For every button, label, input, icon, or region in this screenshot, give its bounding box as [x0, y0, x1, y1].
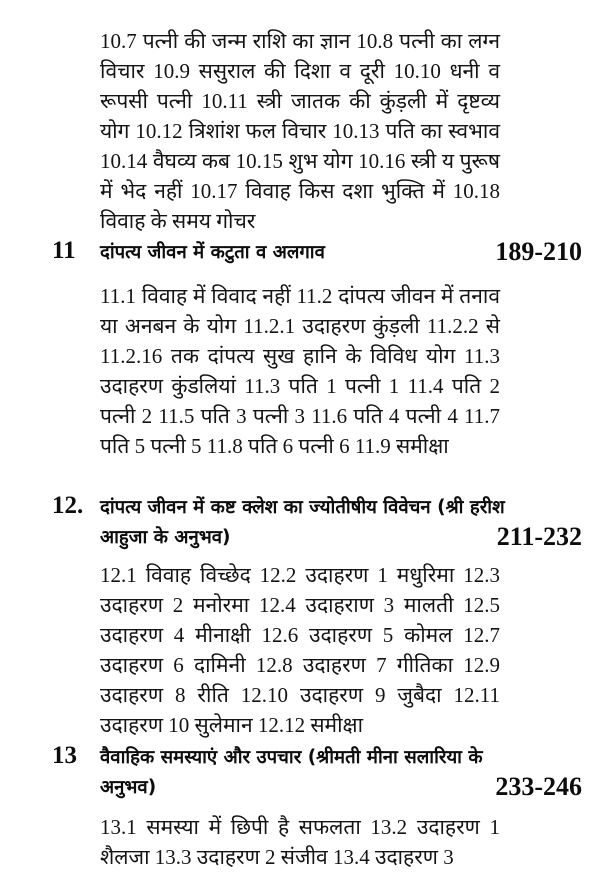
chapter-11-pages: 189-210 [495, 237, 582, 266]
chapter-10-continuation-text: 10.7 पत्नी की जन्म राशि का ज्ञान 10.8 पत्नी का लग्न विचार 10.9 ससुराल की दिशा व दूरी 10.10 धनी व रूपसी पत्नी 10.11 स्त्री जातक की कुंड़ली में दृष्टव्य योग 10.12 त्रिशांश फल विचार 10.13 पति का स्वभाव 10.14 वैघव्य कब 10.15 शुभ योग 10.16 स्त्री य पुरूष में भेद नहीं 10.17 विवाह किस दशा भुक्ति में 10.18 विवाह के समय गोचर [100, 29, 500, 233]
chapter-11-number: 11 [52, 237, 76, 264]
chapter-11-title: दांपत्य जीवन में कटुता व अलगाव [100, 242, 325, 263]
chapter-12-pages: 211-232 [496, 522, 582, 551]
chapter-13-pages: 233-246 [495, 772, 582, 801]
chapter-13-title: वैवाहिक समस्याएं और उपचार (श्रीमती मीना सलारिया के अनुभव) [100, 747, 483, 798]
chapter-11-heading [52, 237, 582, 269]
chapter-11-contents: 11.1 विवाह में विवाद नहीं 11.2 दांपत्य जीवन में तनाव या अनबन के योग 11.2.1 उदाहरण कुंड़ली 11.2.2 से 11.2.16 तक दांपत्य सुख हानि के विविध योग 11.3 उदाहरण कुंडलियां 11.3 पति 1 पत्नी 1 11.4 पति 2 पत्नी 2 11.5 पति 3 पत्नी 3 11.6 पति 4 पत्नी 4 11.7 पति 5 पत्नी 5 11.8 पति 6 पत्नी 6 11.9 समीक्षा [100, 284, 500, 458]
chapter-13-contents: 13.1 समस्या में छिपी है सफलता 13.2 उदाहरण 1 शैलजा 13.3 उदाहरण 2 संजीव 13.4 उदाहरण 3 [100, 815, 500, 869]
chapter-12-heading [52, 492, 582, 554]
chapter-13-number: 13 [52, 742, 77, 769]
chapter-13-heading [52, 742, 582, 804]
chapter-12-number: 12. [52, 492, 84, 519]
chapter-12-contents: 12.1 विवाह विच्छेद 12.2 उदाहरण 1 मधुरिमा 12.3 उदाहरण 2 मनोरमा 12.4 उदाहराण 3 मालती 12.5 उदाहरण 4 मीनाक्षी 12.6 उदाहरण 5 कोमल 12.7 उदाहरण 6 दामिनी 12.8 उदाहरण 7 गीतिका 12.9 उदाहरण 8 रीति 12.10 उदाहरण 9 जुबैदा 12.11 उदाहरण 10 सुलेमान 12.12 समीक्षा [100, 563, 500, 737]
chapter-12-title: दांपत्य जीवन में कष्ट क्लेश का ज्योतीषीय विवेचन (श्री हरीश आहुजा के अनुभव) [100, 497, 505, 548]
